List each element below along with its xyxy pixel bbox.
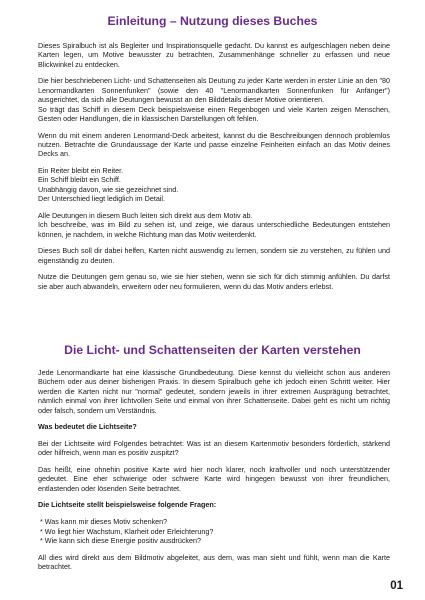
light-shadow-section bbox=[38, 368, 390, 571]
questions-list bbox=[38, 517, 390, 545]
list-item: * Was kann mir dieses Motiv schenken? bbox=[40, 517, 168, 527]
page-number: 01 bbox=[390, 580, 403, 592]
questions-heading: Die Lichtseite stellt beispielsweise folgende Fragen: bbox=[38, 500, 217, 510]
paragraph: Dieses Spiralbuch ist als Begleiter und Inspirationsquelle gedacht. Du kannst es aufgeschlagen neben deine Karten legen, um Motive bewusster zu betrachten, Zusammenhänge schneller zu erfassen und neue Blickwinkel zu entdecken. bbox=[38, 41, 390, 69]
paragraph: Das heißt, eine ohnehin positive Karte wird hier noch klarer, noch kraftvoller und noch unterstützender gedeutet. Eine eher schwierige oder schwere Karte wird hingegen bewusst von ihrer freundlichen, entlastenden oder lösenden Seite betrachtet. bbox=[38, 465, 390, 493]
section-title-light-shadow: Die Licht- und Schattenseiten der Karten verstehen bbox=[64, 343, 361, 357]
list-item: * Wo liegt hier Wachstum, Klarheit oder Erleichterung? bbox=[40, 526, 214, 536]
short-line: Ein Reiter bleibt ein Reiter. bbox=[38, 166, 124, 176]
paragraph: Dieses Buch soll dir dabei helfen, Karten nicht auswendig zu lernen, sondern sie zu verstehen, zu fühlen und eigenständig zu deuten. bbox=[38, 246, 390, 265]
paragraph: Jede Lenormandkarte hat eine klassische Grundbedeutung. Diese kennst du vielleicht schon aus anderen Büchern oder aus deiner bisherigen Praxis. In diesem Spiralbuch gehe ich jedoch einen Schritt weiter. Hier werden die Karten nicht nur "normal" gedeutet, sondern jeweils in ihrer extremen Ausprägung betrachtet, nämlich einmal von ihrer lichtvollen Seite und einmal von ihrer Schattenseite. Dabei geht es nicht um richtig oder falsch, sondern um Verständnis. bbox=[38, 368, 390, 415]
short-line: Der Unterschied liegt lediglich im Detail. bbox=[38, 194, 166, 204]
paragraph: Alle Deutungen in diesem Buch leiten sich direkt aus dem Motiv ab. bbox=[38, 210, 253, 220]
short-line: Ein Schiff bleibt ein Schiff. bbox=[38, 175, 121, 185]
paragraph: Wenn du mit einem anderen Lenormand-Deck arbeitest, kannst du die Beschreibungen dennoch problemlos nutzen. Betrachte die Grundaussage der Karte und passe einzelne Feinheiten einfach an das Motiv deines Decks an. bbox=[38, 130, 390, 159]
list-item: * Wie kann sich diese Energie positiv ausdrücken? bbox=[40, 536, 202, 546]
paragraph: All dies wird direkt aus dem Bildmotiv abgeleitet, aus dem, was man sieht und fühlt, wenn man die Karte betrachtet. bbox=[38, 552, 390, 572]
paragraph: So trägt das Schiff in diesem Deck beispielsweise einen Regenbogen und viele Karten zeigen Menschen, Gesten oder Handlungen, die in klassischen Darstellungen oft fehlen. bbox=[38, 104, 390, 124]
paragraph: Bei der Lichtseite wird Folgendes betrachtet: Was ist an diesem Kartenmotiv besonders förderlich, stärkend oder hilfreich, wenn man es positiv zuspitzt? bbox=[38, 439, 390, 458]
light-side-heading: Was bedeutet die Lichtseite? bbox=[38, 422, 137, 432]
section-title-introduction: Einleitung – Nutzung dieses Buches bbox=[107, 14, 318, 28]
short-line: Unabhängig davon, wie sie gezeichnet sind. bbox=[38, 184, 179, 194]
paragraph: Nutze die Deutungen gern genau so, wie sie hier stehen, wenn sie sich für dich stimmig anfühlen. Du darfst sie aber auch abwandeln, erweitern oder neu formulieren, wenn du das Motiv anders erlebst. bbox=[38, 272, 390, 291]
introduction-section bbox=[38, 41, 390, 291]
paragraph: Ich beschreibe, was im Bild zu sehen ist, und zeige, wie daraus unterschiedliche Bedeutungen entstehen können, je nachdem, in welche Richtung man das Motiv weiterdenkt. bbox=[38, 220, 390, 239]
paragraph: Die hier beschriebenen Licht- und Schattenseiten als Deutung zu jeder Karte werden in erster Linie an den "80 Lenormandkarten Sonnenfunken" (sowie den 40 "Lenormandkarten Sonnenfunken für Anfänger") ausgerichtet, da sich alle Deutungen bewusst an den Bilddetails dieser Motive orientieren. bbox=[38, 76, 390, 105]
